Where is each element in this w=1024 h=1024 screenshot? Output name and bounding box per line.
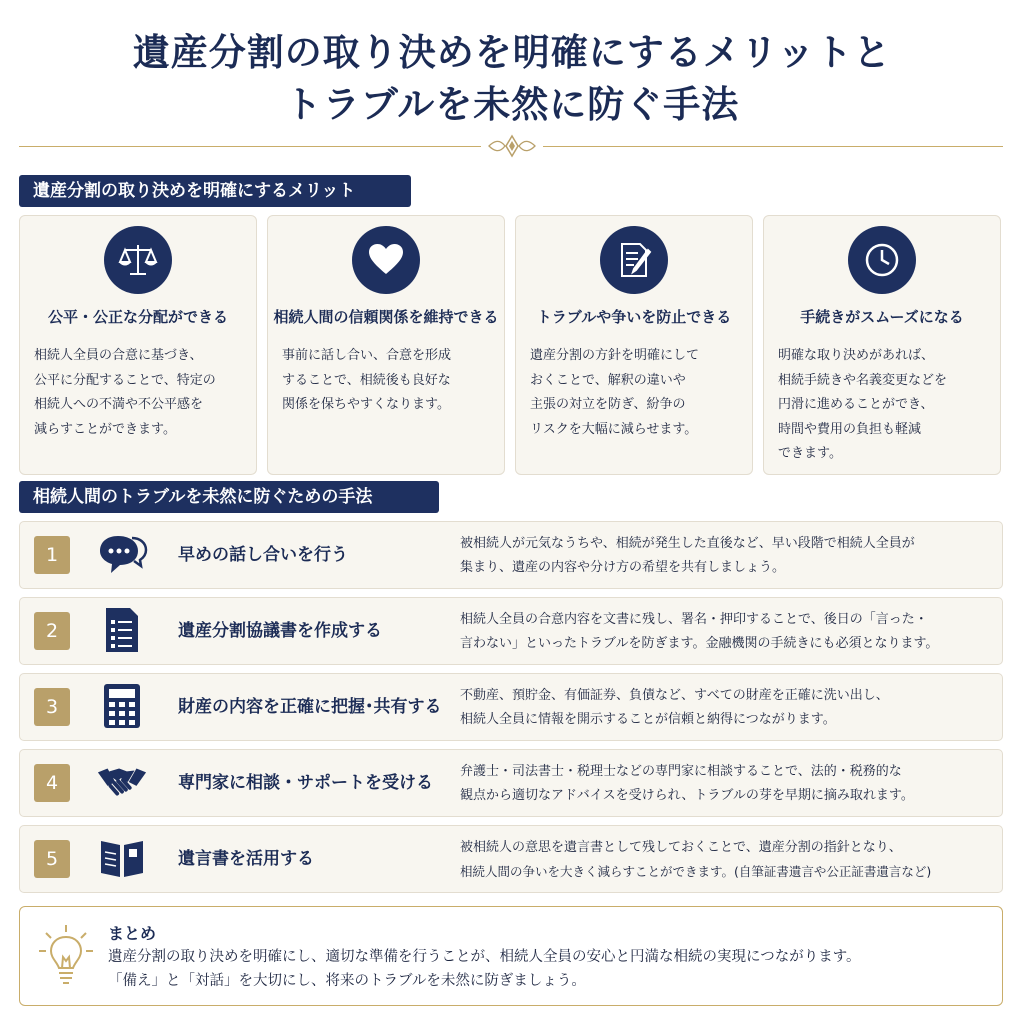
chat-bubbles-icon [96,530,148,578]
summary-line: 「備え」と「対話」を大切にし、将来のトラブルを未然に防ぎましょう。 [108,973,586,989]
benefit-description [34,344,248,442]
benefit-line: 明確な取り決めがあれば、 [778,348,935,363]
page-title [0,26,1024,130]
section-heading-benefits: 遺産分割の取り決めを明確にするメリット [19,175,411,207]
benefit-line: おくことで、解釈の違いや [530,372,686,388]
summary-box [19,906,1003,1006]
document-pen-icon [600,226,668,294]
method-description [460,532,915,580]
method-row [19,597,1003,665]
method-number-badge: 2 [34,612,70,650]
heart-icon [352,226,420,294]
method-line: 相続人間の争いを大きく減らすことができます。(自筆証書遺言や公正証書遺言など) [460,864,932,879]
method-number-badge: 1 [34,536,70,574]
method-row [19,749,1003,817]
benefit-line: 事前に話し合い、合意を形成 [282,348,452,363]
summary-heading: まとめ [108,924,157,943]
benefit-line: 関係を保ちやすくなります。 [282,397,450,412]
method-line: 被相続人が元気なうちや、相続が発生した直後など、早い段階で相続人全員が [460,536,915,551]
title-divider-left [19,146,481,147]
checklist-document-icon [96,606,148,654]
benefit-card [763,215,1001,475]
benefit-description [530,344,744,442]
method-description [460,836,931,884]
benefit-line: 公平に分配することで、特定の [34,372,216,388]
benefit-line: 相続人への不満や不公平感を [34,397,204,412]
handshake-icon [96,758,148,806]
method-description [460,684,889,732]
benefit-line: できます。 [778,446,842,461]
summary-line: 遺産分割の取り決めを明確にし、適切な準備を行うことが、相続人全員の安心と円満な相続の実現につながります。 [108,949,861,965]
method-line: 弁護士・司法書士・税理士などの専門家に相談することで、法的・税務的な [460,764,902,779]
ornament-icon [487,134,537,158]
method-number-badge: 5 [34,840,70,878]
method-title: 遺産分割協議書を作成する [178,621,382,641]
method-title: 早めの話し合いを行う [178,545,348,565]
method-row [19,673,1003,741]
method-line: 相続人全員に情報を開示することが信頼と納得につながります。 [460,712,836,727]
summary-body [108,945,861,993]
benefit-line: 主張の対立を防ぎ、紛争の [530,397,686,412]
benefit-title: 公平・公正な分配ができる [47,308,228,326]
benefit-description [282,344,496,418]
open-book-icon [96,834,148,882]
benefit-title: 手続きがスムーズになる [800,308,964,326]
benefit-line: することで、相続後も良好な [282,372,451,388]
page-title-line2: トラブルを未然に防ぐ手法 [284,82,740,126]
benefit-line: 時間や費用の負担も軽減 [778,421,922,437]
benefit-title: 相続人間の信頼関係を維持できる [273,308,499,326]
benefit-description [778,344,992,467]
method-number-badge: 4 [34,764,70,802]
benefit-card [19,215,257,475]
method-number-badge: 3 [34,688,70,726]
benefit-card [515,215,753,475]
method-row [19,521,1003,589]
benefit-line: 減らすことができます。 [34,421,176,437]
method-title: 財産の内容を正確に把握･共有する [178,697,442,717]
benefit-line: 相続人全員の合意に基づき、 [34,348,203,363]
calculator-icon [96,682,148,730]
method-title: 遺言書を活用する [178,849,314,869]
method-row [19,825,1003,893]
method-description [460,760,914,808]
method-line: 言わない」といったトラブルを防ぎます。金融機関の手続きにも必須となります。 [460,636,939,651]
method-line: 集まり、遺産の内容や分け方の希望を共有しましょう。 [460,560,786,575]
method-description [460,608,938,656]
benefit-line: 遺産分割の方針を明確にして [530,348,700,363]
section-heading-methods: 相続人間のトラブルを未然に防ぐための手法 [19,481,439,513]
clock-icon [848,226,916,294]
method-line: 被相続人の意思を遺言書として残しておくことで、遺産分割の指針となり、 [460,840,902,855]
method-line: 観点から適切なアドバイスを受けられ、トラブルの芽を早期に摘み取れます。 [460,788,914,803]
scales-icon [104,226,172,294]
benefit-line: リスクを大幅に減らせます。 [530,421,698,437]
benefit-line: 相続手続きや名義変更などを [778,372,948,388]
method-title: 専門家に相談・サポートを受ける [178,773,433,793]
benefit-card [267,215,505,475]
method-line: 相続人全員の合意内容を文書に残し、署名・押印することで、後日の「言った・ [460,612,928,627]
lightbulb-icon [36,923,96,989]
benefit-title: トラブルや争いを防止できる [536,308,732,326]
page-title-line1: 遺産分割の取り決めを明確にするメリットと [132,30,892,74]
benefit-line: 円滑に進めることができ、 [778,397,934,412]
method-line: 不動産、預貯金、有価証券、負債など、すべての財産を正確に洗い出し、 [460,688,889,703]
title-divider-right [543,146,1003,147]
